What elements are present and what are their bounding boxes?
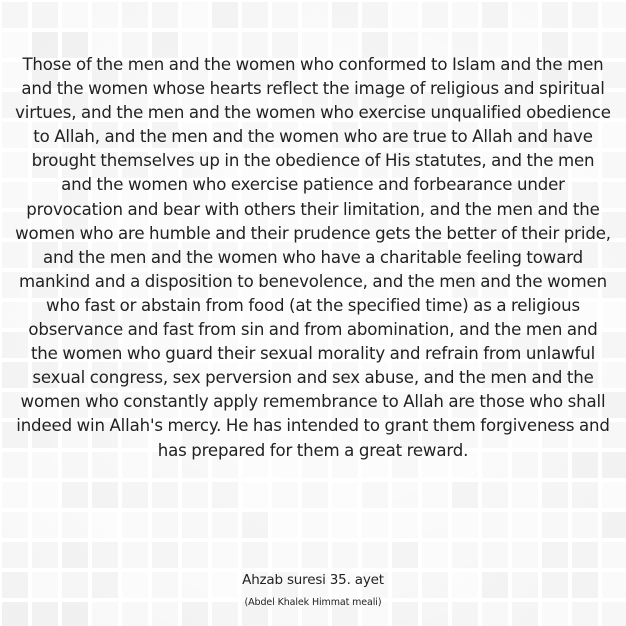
verse-reference: Ahzab suresi 35. ayet [242, 572, 384, 588]
quote-text: Those of the men and the women who conformed to Islam and the men and the women whose hearts reflect the image of religious and spiritual virtues, and the men and the women who exercise unqualified obedience to Allah, and the men and the women who are true to Allah and have brought themselves up in the obedience of His statutes, and the men and the women who exercise patience and forbearance under provocation and bear with others their limitation, and the men and the women who are humble and their prudence gets the better of their pride, and the men and the women who have a charitable feeling toward mankind and a disposition to benevolence, and the men and the women who fast or abstain from food (at the specified time) as a religious observance and fast from sin and from abomination, and the men and the women who guard their sexual morality and refrain from unlawful sexual congress, sex perversion and sex abuse, and the men and the women who constantly apply remembrance to Allah are those who shall indeed win Allah's mercy. He has intended to grant them forgiveness and has prepared for them a great reward. [15, 55, 611, 460]
translator-credit: (Abdel Khalek Himmat meali) [244, 597, 382, 608]
